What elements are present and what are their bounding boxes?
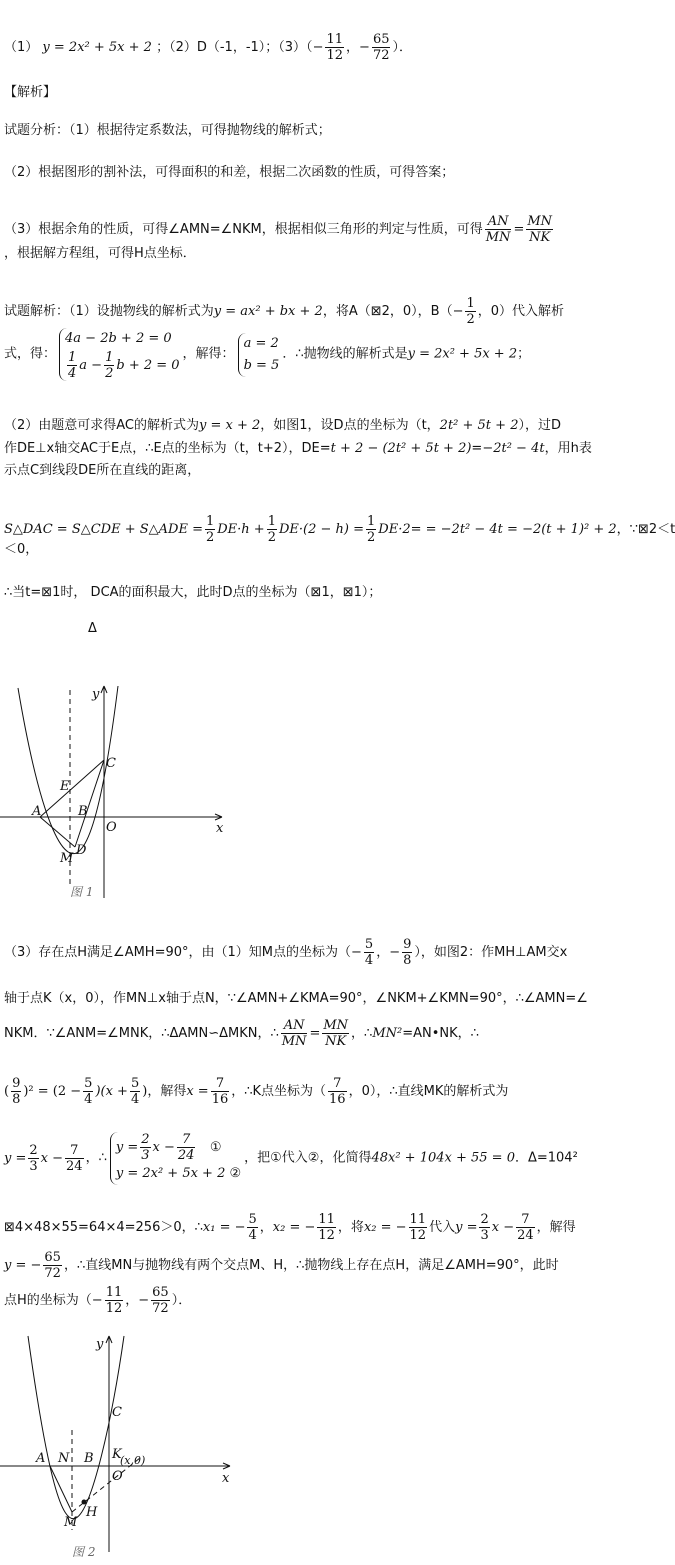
analysis-line1: 试题分析：（1）根据待定系数法，可得抛物线的解析式；: [4, 123, 331, 138]
area-equation: S△DAC = S△CDE + S△ADE = $\frac{1}{2}$ DE·h + $\frac{1}{2}$ DE·(2 − h) = $\frac{1}{2}$ DE·2= = −2t² − 4t = −2(t + 1)² + 2，∵⊠2＜t: [4, 514, 675, 545]
parabola: [28, 1336, 124, 1519]
section-heading: 【解析】: [4, 85, 57, 100]
solution3-line1: （3）存在点H满足∠AMH=90°，由（1）知M点的坐标为（− $\frac{5}{4}$ ，− $\frac{9}{8}$ ），如图2：作MH⊥AM交x: [4, 937, 568, 968]
minus-sign: −: [312, 40, 324, 55]
equation-system-1: 4a − 2b + 2 = 0 $\frac{1}{4}$ a − $\frac{1}{2}$ b + 2 = 0: [59, 328, 180, 381]
analysis-line4: ，根据解方程组，可得H点坐标．: [4, 246, 196, 261]
solution2-line6: ∴当t=⊠1时， DCA的面积最大，此时D点的坐标为（⊠1，⊠1）；: [4, 585, 382, 600]
equation-system-2: a = 2 b = 5: [238, 333, 280, 377]
frac-1-2: $\frac{1}{2}$: [466, 296, 475, 327]
caption-figure-2: 图 2: [72, 1545, 96, 1559]
label-b: B: [78, 804, 88, 819]
label-o: O: [112, 1469, 123, 1484]
figure-2: [0, 1330, 240, 1565]
solution2-line3: 示点C到线段DE所在直线的距离，: [4, 463, 201, 478]
label-a: A: [32, 804, 42, 819]
frac-65-72: $\frac{65}{72}$: [372, 32, 390, 63]
label-m: M: [60, 851, 74, 866]
label-h: H: [86, 1505, 98, 1520]
minus-sign: −: [359, 40, 370, 55]
solution3-line3: NKM．∵∠ANM=∠MNK，∴ΔAMN∽ΔMKN，∴ $\frac{AN}{MN}$ = $\frac{MN}{NK}$ ，∴MN²=AN•NK，∴: [4, 1018, 479, 1049]
parabola: [18, 686, 118, 854]
analysis-line2: （2）根据图形的割补法，可得面积的和差，根据二次函数的性质，可得答案；: [4, 165, 455, 180]
solution3-line5: y = $\frac{2}{3}$ x − $\frac{7}{24}$ ，∴ y = $\frac{2}{3}$ x − $\frac{7}{24}$ ① y = 2x² + 5x + 2 ② ，把①代入②，化简得48x² + 104x + 55 = 0．Δ=104²: [4, 1132, 578, 1185]
answer-part1: （1）: [4, 40, 39, 55]
point-h: [82, 1500, 87, 1505]
solution3-line8: 点H的坐标为（− $\frac{11}{12}$ ，− $\frac{65}{72}$ ）．: [4, 1285, 192, 1316]
solution3-line2: 轴于点K（x，0），作MN⊥x轴于点N，∵∠AMN+∠KMA=90°，∠NKM+∠KMN=90°，∴∠AMN=∠: [4, 991, 588, 1006]
answer-end: ）．: [392, 40, 412, 55]
label-y: y: [96, 1337, 104, 1352]
solution2-line2: 作DE⊥x轴交AC于E点，∴E点的坐标为（t，t+2），DE=t + 2 − (2t² + 5t + 2)=−2t² − 4t，用h表: [4, 441, 592, 456]
label-x: x: [216, 821, 224, 836]
comma: ，: [346, 40, 360, 55]
frac-an-mn: $\frac{AN}{MN}$: [485, 214, 511, 245]
label-c: C: [112, 1405, 122, 1420]
label-x: x: [222, 1471, 230, 1486]
analysis-line3: （3）根据余角的性质，可得∠AMN=∠NKM，根据相似三角形的判定与性质，可得 $\frac{AN}{MN}$ = $\frac{MN}{NK}$: [4, 214, 553, 245]
label-a: A: [36, 1451, 46, 1466]
solution2-line1: （2）由题意可求得AC的解析式为y = x + 2，如图1，设D点的坐标为（t，2t² + 5t + 2），过D: [4, 418, 561, 433]
answer-line: [4, 32, 412, 63]
line-ad: [40, 817, 75, 847]
label-k: K: [112, 1447, 122, 1462]
answer-part2: ；（2）D（-1，-1）；（3）（: [156, 40, 313, 55]
label-c: C: [106, 756, 116, 771]
answer-equation: y = 2x² + 5x + 2: [42, 40, 152, 55]
label-b: B: [84, 1451, 94, 1466]
label-o: O: [106, 820, 117, 835]
frac-mn-nk: $\frac{MN}{NK}$: [527, 214, 553, 245]
equation-system-3: y = $\frac{2}{3}$ x − $\frac{7}{24}$ ① y = 2x² + 5x + 2 ②: [110, 1132, 241, 1185]
label-d: D: [76, 843, 87, 858]
label-k-coord: (x,0): [120, 1454, 146, 1467]
figure-1: [0, 680, 240, 905]
label-y: y: [92, 687, 100, 702]
solution1-line2: 式，得： 4a − 2b + 2 = 0 $\frac{1}{4}$ a − $\frac{1}{2}$ b + 2 = 0 ，解得： a = 2 b = 5 ．∴抛物线的解析式是y = 2x² + 5x + 2；: [4, 328, 530, 381]
solution2-line5: ＜0，: [4, 542, 39, 557]
label-n: N: [58, 1451, 70, 1466]
solution3-line7: y = − $\frac{65}{72}$ ，∴直线MN与抛物线有两个交点M、H，∴抛物线上存在点H，满足∠AMH=90°，此时: [4, 1250, 559, 1281]
label-e: E: [60, 779, 70, 794]
caption-figure-1: 图 1: [70, 885, 94, 899]
frac-11-12: $\frac{11}{12}$: [326, 32, 344, 63]
solution3-line4: ( $\frac{9}{8}$ )² = (2 − $\frac{5}{4}$ )(x + $\frac{5}{4}$ )，解得x = $\frac{7}{16}$ ，∴K点坐标为（ $\frac{7}{16}$ ，0），∴直线MK的解析式为: [4, 1076, 509, 1107]
solution3-line6: ⊠4×48×55=64×4=256＞0，∴x₁ = − $\frac{5}{4}$ ，x₂ = − $\frac{11}{12}$ ，将x₂ = − $\frac{11}{12}$ 代入y = $\frac{2}{3}$ x − $\frac{7}{24}$ ，解得: [4, 1212, 576, 1243]
solution1-line1: 试题解析：（1）设抛物线的解析式为y = ax² + bx + 2，将A（⊠2，0），B（− $\frac{1}{2}$ ，0）代入解析: [4, 296, 565, 327]
triangle-symbol: Δ: [88, 621, 97, 636]
label-m: M: [64, 1515, 78, 1530]
